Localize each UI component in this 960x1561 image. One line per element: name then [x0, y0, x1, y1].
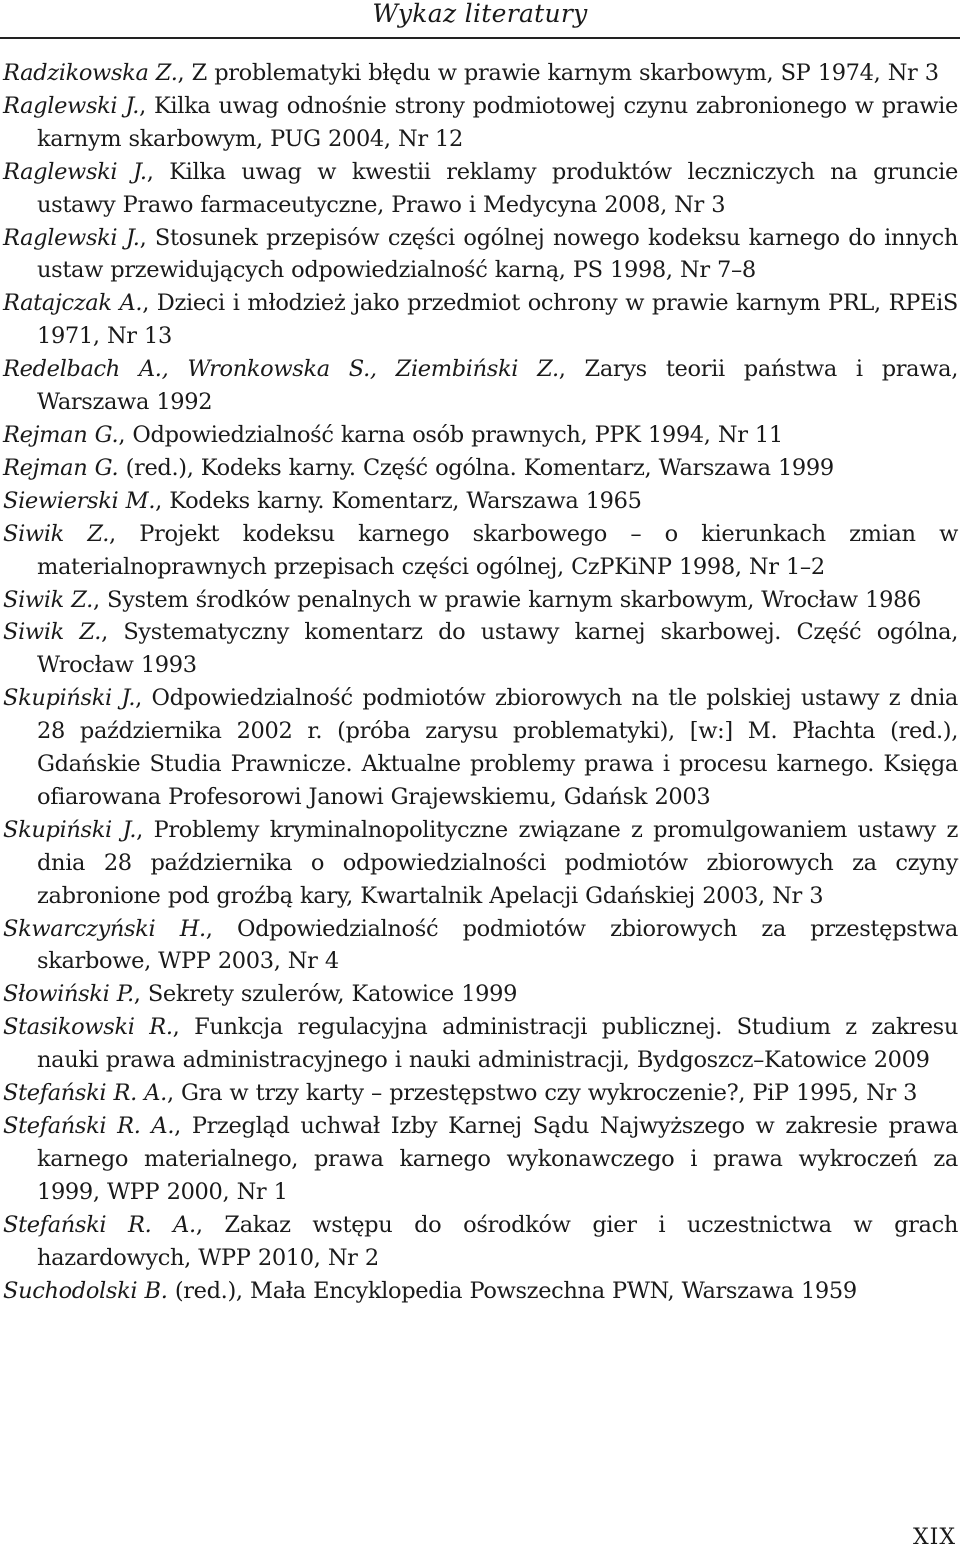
entry-author: Stefański R. A.: [3, 1080, 167, 1107]
entry-author: Siewierski M.: [3, 487, 156, 514]
entry-author: Raglewski J.: [3, 92, 140, 119]
bibliography-entry: [3, 978, 958, 1011]
entry-author: Stasikowski R.: [3, 1014, 173, 1041]
bibliography-entry: [3, 1077, 958, 1110]
entry-text: , Problemy kryminalnopolityczne związane z promulgowaniem ustawy z dnia 28 października o odpowiedzialności podmiotów zbiorowych za czyny zabronione pod groźbą kary, Kwartalnik Apelacji Gdańskiej 2003, Nr 3: [37, 816, 958, 909]
bibliography-entry: [3, 222, 958, 288]
entry-author: Siwik Z.: [3, 586, 93, 613]
bibliography-entry: [3, 353, 958, 419]
entry-text: , Funkcja regulacyjna administracji publicznej. Studium z zakresu nauki prawa administracyjnego i nauki administracji, Bydgoszcz–Katowice 2009: [37, 1014, 958, 1074]
entry-author: Stefański R. A.: [3, 1113, 175, 1139]
entry-text: , Z problematyki błędu w prawie karnym skarbowym, SP 1974, Nr 3: [177, 60, 939, 86]
entry-text: , Odpowiedzialność karna osób prawnych, PPK 1994, Nr 11: [118, 421, 783, 448]
entry-text: , System środków penalnych w prawie karnym skarbowym, Wrocław 1986: [92, 586, 921, 613]
entry-text: (red.), Kodeks karny. Część ogólna. Komentarz, Warszawa 1999: [118, 454, 834, 481]
entry-text: , Odpowiedzialność podmiotów zbiorowych na tle polskiej ustawy z dnia 28 października 2002 r. (próba zarysu problematyki), [w:] M. Płachta (red.), Gdańskie Studia Prawnicze. Aktualne problemy prawa i procesu karnego. Księga ofiarowana Profesorowi Janowi Grajewskiemu, Gdańsk 2003: [37, 685, 958, 810]
entry-author: Raglewski J.: [3, 158, 147, 185]
bibliography-entry: [3, 1209, 958, 1275]
entry-text: , Odpowiedzialność podmiotów zbiorowych za przestępstwa skarbowe, WPP 2003, Nr 4: [37, 915, 958, 975]
entry-author: Raglewski J.: [3, 224, 140, 251]
entry-author: Siwik Z.: [3, 520, 110, 547]
entry-author: Skupiński J.: [3, 816, 137, 843]
entry-author: Suchodolski B.: [3, 1277, 168, 1304]
bibliography-entry: [3, 584, 958, 617]
entry-text: , Kilka uwag odnośnie strony podmiotowej czynu zabronionego w prawie karnym skarbowym, PUG 2004, Nr 12: [37, 92, 958, 152]
bibliography-entry: [3, 616, 958, 682]
bibliography-list: [3, 57, 958, 1307]
bibliography-entry: [3, 518, 958, 584]
entry-text: , Zakaz wstępu do ośrodków gier i uczestnictwa w grach hazardowych, WPP 2010, Nr 2: [37, 1211, 958, 1271]
entry-text: , Dzieci i młodzież jako przedmiot ochrony w prawie karnym PRL, RPEiS 1971, Nr 13: [37, 290, 959, 350]
bibliography-entry: [3, 913, 958, 979]
bibliography-entry: [3, 814, 958, 913]
bibliography-entry: [3, 287, 958, 353]
bibliography-entry: [3, 1275, 958, 1308]
entry-text: , Zarys teorii państwa i prawa, Warszawa 1992: [37, 356, 959, 416]
bibliography-entry: [3, 419, 958, 452]
entry-text: (red.), Mała Encyklopedia Powszechna PWN, Warszawa 1959: [167, 1277, 857, 1304]
entry-author: Siwik Z.: [3, 619, 102, 646]
entry-text: , Kilka uwag w kwestii reklamy produktów leczniczych na gruncie ustawy Prawo farmaceutyczne, Prawo i Medycyna 2008, Nr 3: [37, 158, 958, 218]
entry-text: , Projekt kodeksu karnego skarbowego – o kierunkach zmian w materialnoprawnych przepisach części ogólnej, CzPKiNP 1998, Nr 1–2: [37, 520, 958, 580]
entry-text: , Gra w trzy karty – przestępstwo czy wykroczenie?, PiP 1995, Nr 3: [166, 1080, 918, 1107]
page-number: XIX: [912, 1525, 956, 1550]
entry-text: , Kodeks karny. Komentarz, Warszawa 1965: [155, 487, 642, 514]
entry-author: Stefański R. A.: [3, 1211, 196, 1238]
bibliography-entry: [3, 682, 958, 814]
entry-text: , Systematyczny komentarz do ustawy karnej skarbowej. Część ogólna, Wrocław 1993: [37, 619, 958, 679]
entry-author: Słowiński P.: [3, 981, 134, 1008]
bibliography-entry: [3, 485, 958, 518]
entry-author: Skwarczyński H.: [3, 915, 206, 942]
entry-author: Rejman G.: [3, 421, 119, 448]
entry-author: Redelbach A., Wronkowska S., Ziembiński Z.: [3, 356, 559, 383]
bibliography-entry: [3, 452, 958, 485]
bibliography-entry: [3, 1011, 958, 1077]
entry-text: , Stosunek przepisów części ogólnej nowego kodeksu karnego do innych ustaw przewidujących odpowiedzialność karną, PS 1998, Nr 7–8: [37, 224, 958, 284]
bibliography-entry: [3, 1110, 958, 1209]
bibliography-entry: [3, 90, 958, 156]
running-head: [0, 0, 960, 36]
entry-author: Radzikowska Z.: [3, 60, 178, 86]
header-rule: [0, 37, 960, 39]
entry-text: , Przegląd uchwał Izby Karnej Sądu Najwyższego w zakresie prawa karnego materialnego, prawa karnego wykonawczego i prawa wykroczeń za 1999, WPP 2000, Nr 1: [37, 1113, 958, 1205]
entry-author: Skupiński J.: [3, 685, 136, 712]
entry-author: Ratajczak A.: [3, 290, 143, 317]
bibliography-entry: [3, 57, 958, 90]
page-title: Wykaz literatury: [372, 0, 588, 28]
entry-author: Rejman G.: [3, 454, 119, 481]
bibliography-entry: [3, 156, 958, 222]
entry-text: , Sekrety szulerów, Katowice 1999: [133, 981, 518, 1008]
